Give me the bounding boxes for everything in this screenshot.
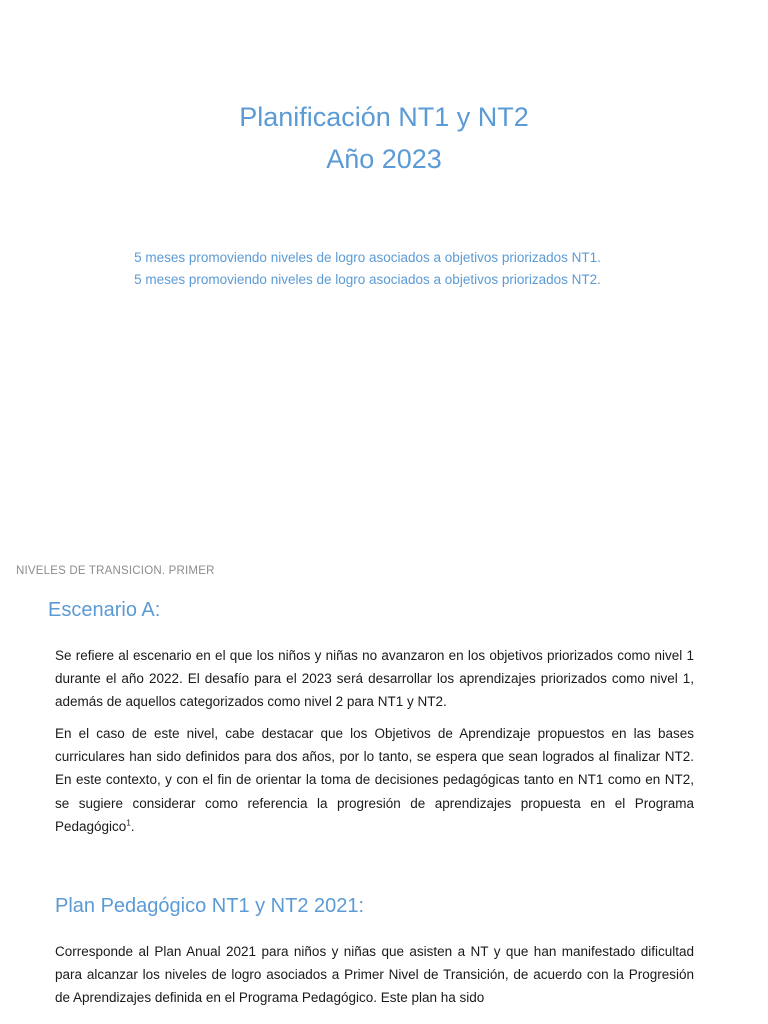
paragraph-text: En el caso de este nivel, cabe destacar que los Objetivos de Aprendizaje propuestos en las bases curriculares han sido definidos para dos años, por lo tanto, se espera que sean logrados al finalizar NT2. En este contexto, y con el fin de orientar la toma de decisiones pedagógicas tanto en NT1 como en NT2, se sugiere considerar como referencia la progresión de aprendizajes propuesta en el Programa Pedagógico: [55, 726, 694, 834]
subtitle-nt2: 5 meses promoviendo niveles de logro asociados a objetivos priorizados NT2.: [134, 272, 601, 287]
paragraph-plan-pedagogico: Corresponde al Plan Anual 2021 para niños y niñas que asisten a NT y que han manifestado dificultad para alcanzar los niveles de logro asociados a Primer Nivel de Transición, de acuerdo con la Progresión de Aprendizajes definida en el Programa Pedagógico. Este plan ha sido: [55, 944, 694, 1006]
subtitle-nt1: 5 meses promoviendo niveles de logro asociados a objetivos priorizados NT1.: [134, 250, 601, 265]
footnote-marker[interactable]: 1: [126, 818, 131, 828]
paragraph-end: .: [130, 818, 135, 834]
document-title: Planificación NT1 y NT2: [239, 102, 529, 132]
section-heading-escenario-a: Escenario A:: [48, 599, 161, 621]
paragraph-escenario-a-2: [55, 722, 694, 838]
section-heading-plan-pedagogico: Plan Pedagógico NT1 y NT2 2021:: [55, 895, 365, 917]
paragraph-escenario-a-1: Se refiere al escenario en el que los niños y niñas no avanzaron en los objetivos priorizados como nivel 1 durante el año 2022. El desafío para el 2023 será desarrollar los aprendizajes priorizados como nivel 1, además de aquellos categorizados como nivel 2 para NT1 y NT2.: [55, 648, 694, 710]
document-year: Año 2023: [326, 144, 442, 174]
page-header-note: NIVELES DE TRANSICION. PRIMER: [16, 565, 215, 577]
